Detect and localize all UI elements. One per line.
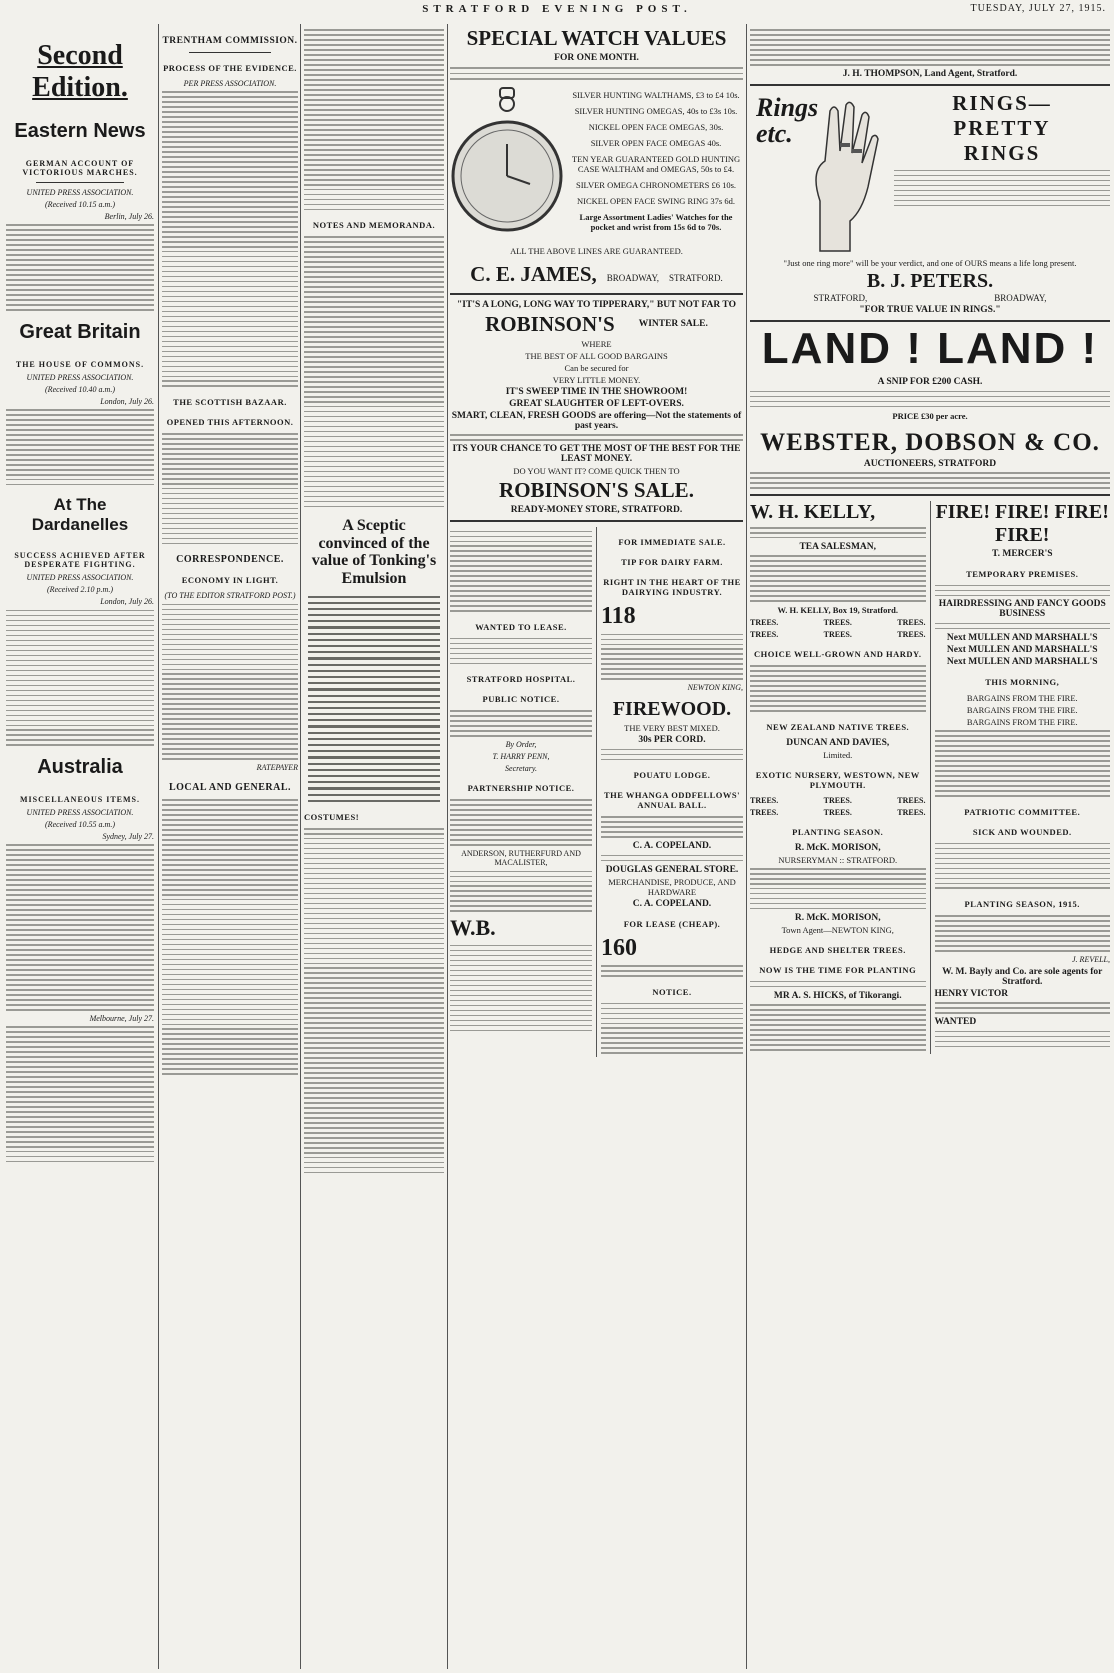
rings-advert <box>750 91 1110 256</box>
classified-text <box>750 29 1110 65</box>
advert-text: MR A. S. HICKS, of Tikorangi. <box>773 990 902 1001</box>
advert-text: NURSERYMAN :: STRATFORD. <box>778 854 898 865</box>
article-text <box>6 409 154 485</box>
advertiser-name: C. A. COPELAND. <box>632 898 712 909</box>
signature: RATEPAYER <box>256 763 298 773</box>
webster-heading: WEBSTER, DOBSON & CO. <box>760 428 1100 456</box>
headline: STRATFORD HOSPITAL. <box>466 674 576 685</box>
watch-item: Large Assortment Ladies' Watches for the pocket and wrist from 15s 6d to 70s. <box>579 211 733 232</box>
divider <box>189 52 271 53</box>
headline: THE HOUSE OF COMMONS. <box>15 359 145 369</box>
headline: NOTICE. <box>652 986 692 997</box>
advert-text: W. H. KELLY, Box 19, Stratford. <box>777 605 898 616</box>
signature: ANDERSON, RUTHERFURD AND MACALISTER, <box>461 849 581 868</box>
classified-text <box>601 749 743 761</box>
advert-subheading: FOR ONE MONTH. <box>554 53 639 63</box>
advert-text: Next MULLEN AND MARSHALL'S <box>946 644 1098 655</box>
divider <box>750 494 1110 496</box>
dateline: TUESDAY, JULY 27, 1915. <box>970 3 1106 14</box>
display-number: 160 <box>601 934 637 961</box>
article-text <box>6 844 154 1010</box>
article-text <box>6 224 154 310</box>
advert-text: A SNIP FOR £200 CASH. <box>877 377 983 388</box>
watch-item: NICKEL OPEN FACE OMEGAS, 30s. <box>588 121 724 132</box>
column-cables <box>6 26 154 1669</box>
watch-item: SILVER HUNTING OMEGAS, 40s to £3s 10s. <box>574 105 738 116</box>
classified-text <box>450 799 592 845</box>
received-time: (Received 10.40 a.m.) <box>45 384 115 394</box>
watch-item: NICKEL OPEN FACE SWING RING 37s 6d. <box>577 195 735 206</box>
article-text <box>162 433 298 544</box>
heading-great-britain: Great Britain <box>19 320 141 343</box>
watch-price-list <box>565 84 743 244</box>
article-text <box>6 1026 154 1162</box>
advertiser-name: R. McK. MORISON, <box>794 842 881 853</box>
tonkings-emulsion-advert <box>308 517 440 802</box>
headline: NOTES AND MEMORANDA. <box>312 220 436 231</box>
headline: THIS MORNING, <box>985 676 1060 687</box>
agency: UNITED PRESS ASSOCIATION. <box>26 808 134 818</box>
headline: OPENED THIS AFTERNOON. <box>166 417 294 428</box>
advert-text <box>450 434 743 441</box>
classified-text <box>935 843 1111 889</box>
signature: Secretary. <box>505 764 537 774</box>
signature: T. HARRY PENN, <box>492 752 550 762</box>
classified-text <box>750 868 926 909</box>
advert-text: Limited. <box>823 749 853 760</box>
advertiser-town: STRATFORD. <box>669 272 723 283</box>
advert-text: Town Agent—NEWTON KING, <box>781 924 894 935</box>
advertiser-name: DUNCAN AND DAVIES, <box>786 737 890 748</box>
classified-text <box>450 638 592 665</box>
display-number: 118 <box>601 603 636 630</box>
advert-text: DO YOU WANT IT? COME QUICK THEN TO <box>513 466 680 477</box>
headline: THE WHANGA ODDFELLOWS' ANNUAL BALL. <box>603 790 740 811</box>
classified-text <box>601 1003 743 1054</box>
heading-dardanelles: At The Dardanelles <box>31 495 129 535</box>
advert-text: THE BEST OF ALL GOOD BARGAINS <box>525 350 668 361</box>
pocket-watch-icon <box>450 84 565 244</box>
dateline-city: Sydney, July 27. <box>102 832 154 842</box>
hand-with-rings-icon <box>750 91 890 256</box>
headline: WANTED TO LEASE. <box>475 621 567 632</box>
headline: FOR IMMEDIATE SALE. <box>618 537 726 548</box>
edition-title: Second Edition. <box>32 40 128 103</box>
column-local-news <box>162 26 298 1669</box>
advert-text: WHERE <box>581 338 612 349</box>
watch-item: TEN YEAR GUARANTEED GOLD HUNTING CASE WALTHAM and OMEGAS, 50s to £4. <box>571 153 741 174</box>
advert-tagline: "FOR TRUE VALUE IN RINGS." <box>859 305 1001 316</box>
signature: NEWTON KING, <box>687 683 743 693</box>
advert-text <box>450 67 743 80</box>
headline: PUBLIC NOTICE. <box>482 694 560 705</box>
agency: PER PRESS ASSOCIATION. <box>183 79 277 88</box>
classified-text <box>935 915 1111 951</box>
advertiser-name: W. H. KELLY, <box>750 500 876 523</box>
byline: (TO THE EDITOR STRATFORD POST.) <box>164 591 296 601</box>
rings-heading: RINGS— <box>952 91 1052 116</box>
advertiser-name: T. MERCER'S <box>991 548 1053 559</box>
headline: RIGHT IN THE HEART OF THE DAIRYING INDUSTRY. <box>603 577 741 598</box>
advert-text: MERCHANDISE, PRODUCE, AND HARDWARE <box>608 876 736 897</box>
dateline-city: London, July 26. <box>100 396 154 406</box>
classified-text <box>601 634 743 680</box>
advert-tagline: "IT'S A LONG, LONG WAY TO TIPPERARY," BUT NOT FAR TO <box>457 299 736 310</box>
classifieds-right <box>930 501 1111 1054</box>
advert-text: HENRY VICTOR <box>934 988 1009 999</box>
advert-text: BARGAINS FROM THE FIRE. <box>966 692 1078 703</box>
headline: EXOTIC NURSERY, WESTOWN, NEW PLYMOUTH. <box>755 769 920 790</box>
headline: CHOICE WELL-GROWN AND HARDY. <box>754 649 922 660</box>
advert-text: 30s PER CORD. <box>638 735 706 746</box>
advert-text: READY-MONEY STORE, STRATFORD. <box>510 505 683 516</box>
headline: SICK AND WOUNDED. <box>972 826 1072 837</box>
headline: NOW IS THE TIME FOR PLANTING <box>759 964 917 975</box>
dateline-city: Berlin, July 26. <box>104 212 154 221</box>
divider <box>750 84 1110 86</box>
advert-text: TEA SALESMAN, <box>799 541 877 552</box>
column-rule <box>300 24 301 1669</box>
received-time: (Received 10.15 a.m.) <box>45 200 115 209</box>
agency: UNITED PRESS ASSOCIATION. <box>26 372 134 382</box>
signature: By Order, <box>505 740 537 750</box>
headline: THE SCOTTISH BAZAAR. <box>173 397 287 408</box>
winter-sale-label: WINTER SALE. <box>638 319 708 330</box>
watch-item: SILVER OPEN FACE OMEGAS 40s. <box>590 137 722 148</box>
advert-text: "Just one ring more" will be your verdict, and one of OURS means a life long present. <box>783 258 1077 269</box>
divider <box>450 293 743 295</box>
advert-heading: A Sceptic convinced of the value of Tonking's Emulsion <box>311 517 437 587</box>
column-adverts-a <box>450 26 743 1669</box>
classified-text <box>750 665 926 711</box>
masthead: STRATFORD EVENING POST. <box>422 3 692 15</box>
classified-text <box>450 710 592 737</box>
advert-text: Next MULLEN AND MARSHALL'S <box>946 656 1098 667</box>
headline: FOR LEASE (CHEAP). <box>623 918 721 929</box>
advertiser-street: BROADWAY, <box>994 293 1047 304</box>
advertiser-name: B. J. PETERS. <box>866 270 994 293</box>
trees-row: TREES. TREES. TREES. <box>750 795 926 805</box>
divider <box>450 520 743 522</box>
advertiser-street: BROADWAY, <box>606 272 660 283</box>
headline: PLANTING SEASON. <box>792 826 884 837</box>
classified-text <box>935 1002 1111 1014</box>
headline: TIP FOR DAIRY FARM. <box>621 557 723 568</box>
headline: POUATU LODGE. <box>633 770 711 781</box>
advert-text: PRICE £30 per acre. <box>892 410 968 421</box>
classified-text <box>450 871 592 912</box>
article-text <box>304 828 444 1174</box>
advert-text: Next MULLEN AND MARSHALL'S <box>946 632 1098 643</box>
article-text <box>162 799 298 1075</box>
classified-text <box>750 981 926 988</box>
article-text <box>162 91 298 387</box>
robinsons-sale-heading: ROBINSON'S SALE. <box>499 478 694 503</box>
advert-text <box>750 391 1110 408</box>
display-letters: W.B. <box>450 915 496 941</box>
advertiser-name: J. H. THOMPSON, Land Agent, Stratford. <box>842 69 1018 80</box>
agency: UNITED PRESS ASSOCIATION. <box>26 573 134 583</box>
rings-heading-2: RINGS <box>963 141 1041 166</box>
classifieds-left <box>750 501 926 1054</box>
classified-text <box>601 965 743 977</box>
column-rule <box>158 24 159 1669</box>
received-time: (Received 2.10 p.m.) <box>47 585 113 595</box>
headline: PROCESS OF THE EVIDENCE. <box>163 63 297 73</box>
headline: LOCAL AND GENERAL. <box>168 782 292 794</box>
trees-row: TREES. TREES. TREES. <box>750 618 926 628</box>
advert-text: BARGAINS FROM THE FIRE. <box>966 704 1078 715</box>
classified-text <box>935 623 1111 630</box>
advert-text: VERY LITTLE MONEY. <box>552 374 641 385</box>
firewood-heading: FIREWOOD. <box>612 698 732 721</box>
headline: PLANTING SEASON, 1915. <box>964 899 1080 910</box>
watch-item: SILVER OMEGA CHRONOMETERS £6 10s. <box>575 179 737 190</box>
headline: MISCELLANEOUS ITEMS. <box>19 795 141 805</box>
headline: TRENTHAM COMMISSION. <box>162 36 298 46</box>
classified-text <box>750 527 926 539</box>
advert-text: W. M. Bayly and Co. are sole agents for Stratford. <box>942 966 1103 987</box>
land-heading: LAND ! LAND ! <box>761 324 1099 374</box>
advert-text: SMART, CLEAN, FRESH GOODS are offering—Not the statements of past years. <box>451 410 742 431</box>
classified-text <box>601 855 743 862</box>
headline: SUCCESS ACHIEVED AFTER DESPERATE FIGHTING. <box>14 551 146 570</box>
advert-text: IT'S SWEEP TIME IN THE SHOWROOM! <box>505 386 688 397</box>
headline: NEW ZEALAND NATIVE TREES. <box>766 721 910 732</box>
classified-text <box>935 730 1111 796</box>
classified-text <box>750 555 926 601</box>
classified-text <box>935 585 1111 597</box>
headline: HEDGE AND SHELTER TREES. <box>769 944 906 955</box>
advert-text <box>750 472 1110 489</box>
article-text <box>6 610 154 746</box>
advertiser-name: R. McK. MORISON, <box>794 912 881 923</box>
headline: CORRESPONDENCE. <box>176 554 284 566</box>
article-text <box>162 604 298 760</box>
agency: UNITED PRESS ASSOCIATION. <box>26 188 134 197</box>
classified-text <box>601 816 743 838</box>
column-notes <box>304 26 444 1669</box>
advert-text: DOUGLAS GENERAL STORE. <box>605 864 739 875</box>
advert-heading: SPECIAL WATCH VALUES <box>466 26 727 50</box>
classified-columns <box>750 501 1110 1054</box>
watch-advert <box>450 26 743 287</box>
advert-text <box>894 170 1110 206</box>
heading-australia: Australia <box>37 756 123 779</box>
headline: COSTUMES! <box>304 811 360 822</box>
column-rule <box>746 24 747 1669</box>
advert-text <box>308 596 440 802</box>
dateline-city: London, July 26. <box>100 597 154 607</box>
advert-text: AUCTIONEERS, STRATFORD <box>863 458 997 469</box>
rings-script: Rings etc. <box>756 93 819 149</box>
headline: PATRIOTIC COMMITTEE. <box>964 806 1081 817</box>
classified-text <box>450 945 592 1031</box>
advert-text: ITS YOUR CHANCE TO GET THE MOST OF THE BEST FOR THE LEAST MONEY. <box>452 444 741 465</box>
article-text <box>304 29 444 210</box>
classifieds-right <box>596 527 743 1057</box>
robinsons-sale-advert <box>450 300 743 515</box>
article-text <box>304 236 444 507</box>
column-rule <box>447 24 448 1669</box>
received-time: (Received 10.55 a.m.) <box>45 820 115 830</box>
page-header <box>0 0 1114 22</box>
trees-row: TREES. TREES. TREES. <box>750 630 926 640</box>
signature: J. REVELL, <box>1072 954 1110 964</box>
column-adverts-b <box>750 26 1110 1669</box>
divider <box>750 320 1110 322</box>
classified-text <box>935 1031 1111 1048</box>
robinsons-heading: ROBINSON'S <box>485 311 615 336</box>
classified-columns <box>450 527 743 1057</box>
advert-text: GREAT SLAUGHTER OF LEFT-OVERS. <box>509 398 684 409</box>
advert-text: WANTED <box>934 1017 977 1028</box>
advert-text: ALL THE ABOVE LINES ARE GUARANTEED. <box>510 245 683 256</box>
fire-heading: FIRE! FIRE! FIRE! FIRE! <box>935 500 1109 546</box>
headline: GERMAN ACCOUNT OF VICTORIOUS MARCHES. <box>22 159 138 177</box>
classified-text <box>750 1004 926 1050</box>
advert-text: THE VERY BEST MIXED. <box>624 723 720 734</box>
watch-item: SILVER HUNTING WALTHAMS, £3 to £4 10s. <box>572 89 740 100</box>
classifieds-left <box>450 527 592 1057</box>
advertiser-name: C. E. JAMES, <box>470 261 597 286</box>
advert-text: Can be secured for <box>564 362 629 373</box>
divider <box>36 182 125 183</box>
headline: TEMPORARY PREMISES. <box>966 568 1079 579</box>
headline: PARTNERSHIP NOTICE. <box>467 783 575 794</box>
advert-text: HAIRDRESSING AND FANCY GOODS BUSINESS <box>938 599 1106 620</box>
advertiser-town: STRATFORD, <box>813 293 868 304</box>
headline: ECONOMY IN LIGHT. <box>181 575 279 586</box>
trees-row: TREES. TREES. TREES. <box>750 807 926 817</box>
dateline-city: Melbourne, July 27. <box>89 1013 154 1023</box>
advert-text: BARGAINS FROM THE FIRE. <box>966 716 1078 727</box>
heading-eastern-news: Eastern News <box>14 120 146 142</box>
classified-text <box>450 531 592 612</box>
advertiser-name: C. A. COPELAND. <box>632 841 712 852</box>
pretty-heading: PRETTY <box>953 116 1051 141</box>
